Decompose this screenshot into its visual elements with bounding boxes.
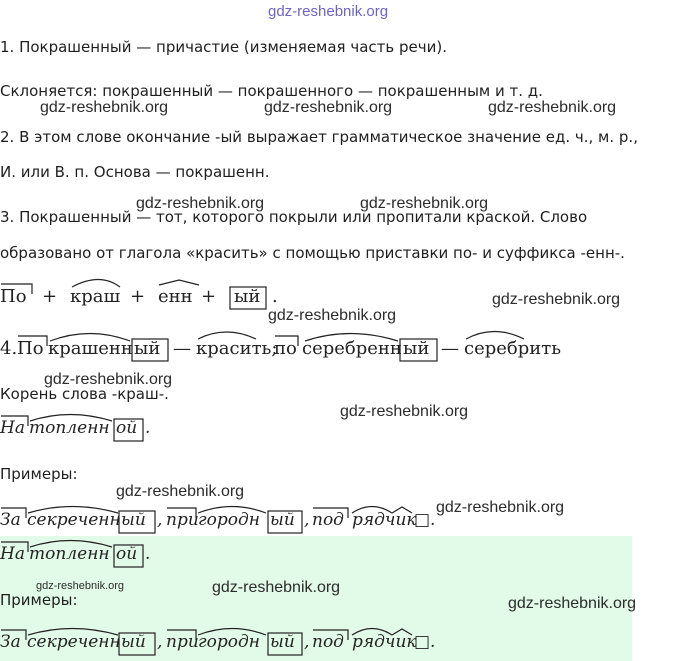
prefix-mark bbox=[1, 542, 28, 552]
period: . bbox=[272, 286, 278, 307]
prefix-mark bbox=[1, 630, 26, 640]
prefix-mark bbox=[1, 416, 28, 426]
watermark: gdz-reshebnik.org bbox=[488, 99, 617, 116]
morph-prefix: По bbox=[0, 286, 27, 307]
morph-suffix: енн bbox=[158, 286, 193, 307]
morph-stem: секреченн bbox=[27, 632, 121, 652]
root-arc bbox=[50, 334, 130, 342]
root-arc bbox=[30, 415, 112, 422]
prefix-mark bbox=[313, 630, 348, 640]
morph-stem: топленн bbox=[29, 544, 110, 564]
root-arc bbox=[198, 629, 266, 636]
morph-stem: серебренн bbox=[302, 338, 402, 359]
paragraph-1b: Склоняется: покрашенный — покрашенного — покрашенным и т. д. bbox=[0, 82, 543, 100]
root-arc bbox=[466, 332, 524, 340]
morph-ending: ой bbox=[116, 418, 138, 438]
plus-sign: + bbox=[42, 286, 58, 307]
dash: — bbox=[441, 338, 459, 359]
morph-stem: городн bbox=[198, 510, 260, 530]
plus-sign: + bbox=[201, 286, 217, 307]
morph-ending: ый bbox=[121, 632, 146, 652]
watermark: gdz-reshebnik.org bbox=[436, 499, 565, 516]
watermark: gdz-reshebnik.org bbox=[212, 579, 341, 596]
morph-stem: рядчик bbox=[352, 510, 417, 530]
morph-prefix: под bbox=[312, 632, 344, 652]
paragraph-3: 3. Покрашенный — тот, которого покрыли или пропитали краской. Слово bbox=[0, 208, 588, 226]
ending-box bbox=[114, 545, 143, 567]
watermark: gdz-reshebnik.org bbox=[36, 580, 125, 592]
morph-prefix: За bbox=[0, 510, 21, 530]
prefix-mark bbox=[1, 284, 32, 294]
dash: — bbox=[173, 338, 191, 359]
root-arc bbox=[305, 334, 398, 342]
comma: , bbox=[157, 632, 163, 652]
watermark: gdz-reshebnik.org bbox=[508, 595, 637, 612]
root-arc bbox=[198, 507, 266, 514]
prefix-mark bbox=[167, 630, 196, 640]
paragraph-2b: И. или В. п. Основа — покрашенн. bbox=[0, 163, 270, 181]
morph-prefix: при bbox=[166, 510, 199, 530]
root-note: Корень слова -краш-. bbox=[0, 385, 169, 403]
watermark: gdz-reshebnik.org bbox=[264, 99, 393, 116]
morph-prefix: при bbox=[166, 632, 199, 652]
morph-ending: ый bbox=[270, 632, 295, 652]
ending-box bbox=[268, 511, 302, 533]
ending-box bbox=[119, 511, 155, 533]
morph-ending: ой bbox=[116, 544, 138, 564]
watermark: gdz-reshebnik.org bbox=[360, 195, 489, 212]
morph-ending: ый bbox=[121, 510, 146, 530]
root-arc bbox=[198, 332, 256, 339]
paragraph-1: 1. Покрашенный — причастие (изменяемая часть речи). bbox=[0, 38, 447, 56]
root-arc bbox=[72, 280, 120, 288]
word-krasit: красить; bbox=[196, 338, 278, 359]
ending-box bbox=[400, 339, 437, 361]
root-arc bbox=[352, 507, 392, 514]
root-arc bbox=[28, 507, 118, 514]
plus-sign: + bbox=[130, 286, 146, 307]
morph-stem: топленн bbox=[29, 418, 110, 438]
word-serebrit: серебрить bbox=[464, 338, 562, 359]
prefix-mark bbox=[275, 336, 298, 346]
prefix-mark bbox=[18, 336, 47, 346]
prefix-mark bbox=[167, 508, 196, 518]
ending-box bbox=[114, 419, 143, 441]
ending-box bbox=[132, 339, 168, 361]
prefix-mark bbox=[1, 508, 26, 518]
ending-box bbox=[119, 633, 155, 655]
morph-ending: ый bbox=[134, 338, 161, 359]
paragraph-3b: образовано от глагола «красить» с помощью приставки по- и суффикса -енн-. bbox=[0, 244, 625, 262]
morph-prefix: по bbox=[274, 338, 297, 359]
morph-ending: ый bbox=[234, 286, 261, 307]
morph-prefix: На bbox=[0, 418, 25, 438]
root-arc bbox=[352, 629, 392, 636]
root-arc bbox=[28, 629, 118, 636]
morph-stem: рядчик bbox=[352, 632, 417, 652]
morph-ending: ый bbox=[403, 338, 430, 359]
prefix-mark bbox=[313, 508, 348, 518]
examples-heading: Примеры: bbox=[0, 591, 78, 609]
morph-prefix: под bbox=[312, 510, 344, 530]
period: . bbox=[145, 418, 151, 438]
watermark: gdz-reshebnik.org bbox=[492, 291, 621, 308]
morph-ending: ый bbox=[270, 510, 295, 530]
line-number: 4. bbox=[0, 338, 18, 359]
ending-placeholder: □. bbox=[414, 510, 436, 530]
comma: , bbox=[304, 632, 310, 652]
morph-prefix: На bbox=[0, 544, 25, 564]
suffix-mark bbox=[392, 629, 412, 635]
watermark: gdz-reshebnik.org bbox=[268, 307, 397, 324]
suffix-mark bbox=[159, 280, 199, 285]
watermark: gdz-reshebnik.org bbox=[340, 403, 469, 420]
comma: , bbox=[157, 510, 163, 530]
period: . bbox=[145, 544, 151, 564]
examples-heading: Примеры: bbox=[0, 465, 78, 483]
morph-prefix: За bbox=[0, 632, 21, 652]
ending-box bbox=[268, 633, 302, 655]
morph-stem: городн bbox=[198, 632, 260, 652]
watermark: gdz-reshebnik.org bbox=[40, 99, 169, 116]
morph-prefix: По bbox=[17, 338, 44, 359]
root-arc bbox=[30, 541, 112, 548]
morph-root: краш bbox=[70, 286, 121, 307]
ending-placeholder: □. bbox=[414, 632, 436, 652]
watermark: gdz-reshebnik.org bbox=[44, 371, 173, 388]
comma: , bbox=[304, 510, 310, 530]
watermark: gdz-reshebnik.org bbox=[116, 483, 245, 500]
suffix-mark bbox=[392, 507, 412, 513]
watermark: gdz-reshebnik.org bbox=[136, 195, 265, 212]
ending-box bbox=[230, 287, 266, 309]
morph-stem: секреченн bbox=[27, 510, 121, 530]
paragraph-2: 2. В этом слове окончание -ый выражает грамматическое значение ед. ч., м. р., bbox=[0, 128, 638, 146]
morph-stem: крашенн bbox=[48, 338, 133, 359]
watermark: gdz-reshebnik.org bbox=[268, 3, 389, 20]
